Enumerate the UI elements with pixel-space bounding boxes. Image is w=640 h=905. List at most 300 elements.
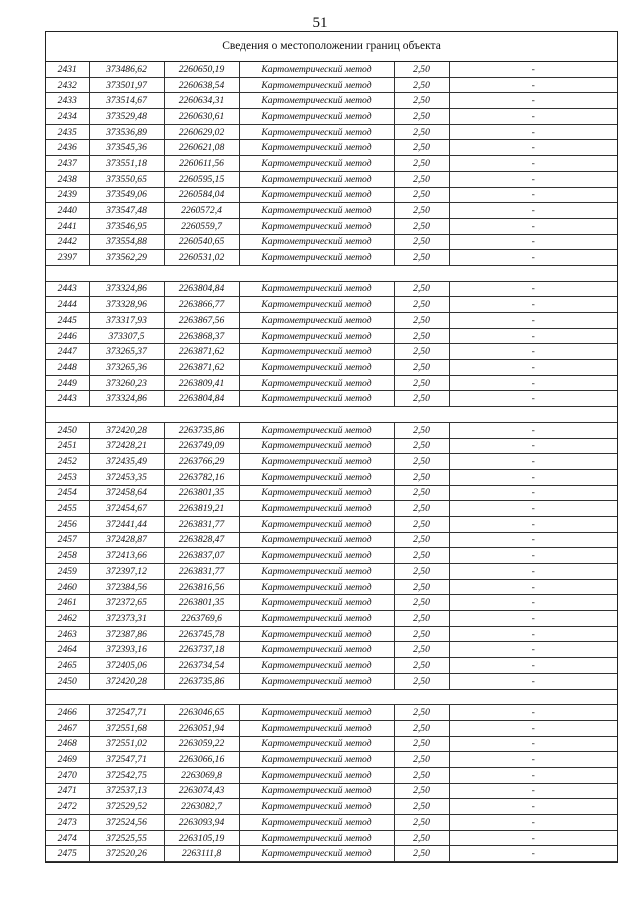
method-cell: Картометрический метод xyxy=(239,375,394,391)
accuracy-cell: 2,50 xyxy=(394,187,449,203)
note-cell: - xyxy=(449,391,617,407)
table-row xyxy=(46,234,617,250)
y-coordinate-cell: 2263871,62 xyxy=(164,360,239,376)
y-coordinate-cell: 2263074,43 xyxy=(164,783,239,799)
method-cell: Картометрический метод xyxy=(239,736,394,752)
y-coordinate-cell: 2260611,56 xyxy=(164,156,239,172)
table-row xyxy=(46,360,617,376)
note-cell: - xyxy=(449,752,617,768)
x-coordinate-cell: 372537,13 xyxy=(89,783,164,799)
note-cell: - xyxy=(449,234,617,250)
note-cell: - xyxy=(449,218,617,234)
group-separator-cell xyxy=(46,265,617,281)
point-number-cell: 2459 xyxy=(46,564,89,580)
method-cell: Картометрический метод xyxy=(239,783,394,799)
point-number-cell: 2443 xyxy=(46,391,89,407)
point-number-cell: 2433 xyxy=(46,93,89,109)
note-cell: - xyxy=(449,297,617,313)
point-number-cell: 2467 xyxy=(46,720,89,736)
point-number-cell: 2456 xyxy=(46,516,89,532)
y-coordinate-cell: 2260595,15 xyxy=(164,171,239,187)
accuracy-cell: 2,50 xyxy=(394,140,449,156)
table-row xyxy=(46,344,617,360)
x-coordinate-cell: 372373,31 xyxy=(89,611,164,627)
y-coordinate-cell: 2263735,86 xyxy=(164,673,239,689)
table-row xyxy=(46,783,617,799)
y-coordinate-cell: 2260629,02 xyxy=(164,124,239,140)
note-cell: - xyxy=(449,77,617,93)
table-row xyxy=(46,548,617,564)
point-number-cell: 2468 xyxy=(46,736,89,752)
method-cell: Картометрический метод xyxy=(239,564,394,580)
y-coordinate-cell: 2263819,21 xyxy=(164,501,239,517)
note-cell: - xyxy=(449,281,617,297)
table-row xyxy=(46,767,617,783)
method-cell: Картометрический метод xyxy=(239,485,394,501)
method-cell: Картометрический метод xyxy=(239,611,394,627)
x-coordinate-cell: 372413,66 xyxy=(89,548,164,564)
point-number-cell: 2435 xyxy=(46,124,89,140)
point-number-cell: 2465 xyxy=(46,658,89,674)
accuracy-cell: 2,50 xyxy=(394,344,449,360)
table-row xyxy=(46,658,617,674)
x-coordinate-cell: 373529,48 xyxy=(89,109,164,125)
accuracy-cell: 2,50 xyxy=(394,736,449,752)
y-coordinate-cell: 2263809,41 xyxy=(164,375,239,391)
accuracy-cell: 2,50 xyxy=(394,360,449,376)
table-row xyxy=(46,93,617,109)
x-coordinate-cell: 372397,12 xyxy=(89,564,164,580)
y-coordinate-cell: 2260540,65 xyxy=(164,234,239,250)
method-cell: Картометрический метод xyxy=(239,250,394,266)
x-coordinate-cell: 373260,23 xyxy=(89,375,164,391)
x-coordinate-cell: 373265,37 xyxy=(89,344,164,360)
note-cell: - xyxy=(449,736,617,752)
y-coordinate-cell: 2260621,08 xyxy=(164,140,239,156)
boundary-coordinates-table-frame xyxy=(45,31,618,863)
y-coordinate-cell: 2263816,56 xyxy=(164,579,239,595)
note-cell: - xyxy=(449,313,617,329)
y-coordinate-cell: 2263837,07 xyxy=(164,548,239,564)
accuracy-cell: 2,50 xyxy=(394,720,449,736)
y-coordinate-cell: 2263769,6 xyxy=(164,611,239,627)
point-number-cell: 2445 xyxy=(46,313,89,329)
y-coordinate-cell: 2263069,8 xyxy=(164,767,239,783)
accuracy-cell: 2,50 xyxy=(394,705,449,721)
y-coordinate-cell: 2263866,77 xyxy=(164,297,239,313)
method-cell: Картометрический метод xyxy=(239,579,394,595)
note-cell: - xyxy=(449,485,617,501)
point-number-cell: 2446 xyxy=(46,328,89,344)
method-cell: Картометрический метод xyxy=(239,642,394,658)
y-coordinate-cell: 2263051,94 xyxy=(164,720,239,736)
y-coordinate-cell: 2260531,02 xyxy=(164,250,239,266)
note-cell: - xyxy=(449,532,617,548)
method-cell: Картометрический метод xyxy=(239,846,394,862)
note-cell: - xyxy=(449,783,617,799)
point-number-cell: 2442 xyxy=(46,234,89,250)
accuracy-cell: 2,50 xyxy=(394,799,449,815)
table-row xyxy=(46,187,617,203)
y-coordinate-cell: 2260630,61 xyxy=(164,109,239,125)
accuracy-cell: 2,50 xyxy=(394,203,449,219)
accuracy-cell: 2,50 xyxy=(394,93,449,109)
note-cell: - xyxy=(449,595,617,611)
x-coordinate-cell: 373324,86 xyxy=(89,281,164,297)
note-cell: - xyxy=(449,658,617,674)
x-coordinate-cell: 372453,35 xyxy=(89,469,164,485)
table-row xyxy=(46,375,617,391)
method-cell: Картометрический метод xyxy=(239,516,394,532)
point-number-cell: 2448 xyxy=(46,360,89,376)
table-row xyxy=(46,799,617,815)
accuracy-cell: 2,50 xyxy=(394,564,449,580)
method-cell: Картометрический метод xyxy=(239,501,394,517)
method-cell: Картометрический метод xyxy=(239,658,394,674)
method-cell: Картометрический метод xyxy=(239,62,394,77)
point-number-cell: 2455 xyxy=(46,501,89,517)
accuracy-cell: 2,50 xyxy=(394,422,449,438)
accuracy-cell: 2,50 xyxy=(394,642,449,658)
method-cell: Картометрический метод xyxy=(239,297,394,313)
table-row xyxy=(46,673,617,689)
point-number-cell: 2451 xyxy=(46,438,89,454)
table-row xyxy=(46,391,617,407)
note-cell: - xyxy=(449,564,617,580)
point-number-cell: 2431 xyxy=(46,62,89,77)
accuracy-cell: 2,50 xyxy=(394,328,449,344)
accuracy-cell: 2,50 xyxy=(394,783,449,799)
method-cell: Картометрический метод xyxy=(239,673,394,689)
y-coordinate-cell: 2263735,86 xyxy=(164,422,239,438)
note-cell: - xyxy=(449,705,617,721)
accuracy-cell: 2,50 xyxy=(394,171,449,187)
table-caption: Сведения о местоположении границ объекта xyxy=(46,32,617,62)
note-cell: - xyxy=(449,375,617,391)
method-cell: Картометрический метод xyxy=(239,281,394,297)
table-row xyxy=(46,564,617,580)
point-number-cell: 2473 xyxy=(46,815,89,831)
point-number-cell: 2438 xyxy=(46,171,89,187)
table-row xyxy=(46,124,617,140)
note-cell: - xyxy=(449,124,617,140)
page-number: 51 xyxy=(312,15,328,31)
x-coordinate-cell: 372435,49 xyxy=(89,454,164,470)
note-cell: - xyxy=(449,62,617,77)
method-cell: Картометрический метод xyxy=(239,328,394,344)
group-separator-cell xyxy=(46,689,617,705)
point-number-cell: 2466 xyxy=(46,705,89,721)
y-coordinate-cell: 2263766,29 xyxy=(164,454,239,470)
method-cell: Картометрический метод xyxy=(239,234,394,250)
y-coordinate-cell: 2263059,22 xyxy=(164,736,239,752)
method-cell: Картометрический метод xyxy=(239,124,394,140)
accuracy-cell: 2,50 xyxy=(394,626,449,642)
x-coordinate-cell: 373324,86 xyxy=(89,391,164,407)
method-cell: Картометрический метод xyxy=(239,815,394,831)
x-coordinate-cell: 372428,87 xyxy=(89,532,164,548)
x-coordinate-cell: 373514,67 xyxy=(89,93,164,109)
note-cell: - xyxy=(449,626,617,642)
accuracy-cell: 2,50 xyxy=(394,532,449,548)
accuracy-cell: 2,50 xyxy=(394,485,449,501)
y-coordinate-cell: 2263749,09 xyxy=(164,438,239,454)
x-coordinate-cell: 373546,95 xyxy=(89,218,164,234)
accuracy-cell: 2,50 xyxy=(394,375,449,391)
point-number-cell: 2461 xyxy=(46,595,89,611)
y-coordinate-cell: 2260638,54 xyxy=(164,77,239,93)
point-number-cell: 2475 xyxy=(46,846,89,862)
y-coordinate-cell: 2263828,47 xyxy=(164,532,239,548)
note-cell: - xyxy=(449,767,617,783)
y-coordinate-cell: 2263105,19 xyxy=(164,830,239,846)
table-row xyxy=(46,642,617,658)
accuracy-cell: 2,50 xyxy=(394,469,449,485)
accuracy-cell: 2,50 xyxy=(394,281,449,297)
table-row xyxy=(46,328,617,344)
accuracy-cell: 2,50 xyxy=(394,846,449,862)
note-cell: - xyxy=(449,720,617,736)
coordinates-table-body xyxy=(46,62,617,862)
y-coordinate-cell: 2263046,65 xyxy=(164,705,239,721)
y-coordinate-cell: 2263801,35 xyxy=(164,485,239,501)
point-number-cell: 2470 xyxy=(46,767,89,783)
x-coordinate-cell: 372441,44 xyxy=(89,516,164,532)
point-number-cell: 2454 xyxy=(46,485,89,501)
table-row xyxy=(46,830,617,846)
table-row xyxy=(46,156,617,172)
point-number-cell: 2447 xyxy=(46,344,89,360)
y-coordinate-cell: 2260650,19 xyxy=(164,62,239,77)
note-cell: - xyxy=(449,156,617,172)
y-coordinate-cell: 2263782,16 xyxy=(164,469,239,485)
accuracy-cell: 2,50 xyxy=(394,156,449,172)
method-cell: Картометрический метод xyxy=(239,438,394,454)
point-number-cell: 2460 xyxy=(46,579,89,595)
note-cell: - xyxy=(449,611,617,627)
table-row xyxy=(46,250,617,266)
table-row xyxy=(46,140,617,156)
x-coordinate-cell: 373550,65 xyxy=(89,171,164,187)
note-cell: - xyxy=(449,548,617,564)
x-coordinate-cell: 372428,21 xyxy=(89,438,164,454)
point-number-cell: 2441 xyxy=(46,218,89,234)
method-cell: Картометрический метод xyxy=(239,720,394,736)
y-coordinate-cell: 2263801,35 xyxy=(164,595,239,611)
accuracy-cell: 2,50 xyxy=(394,595,449,611)
note-cell: - xyxy=(449,469,617,485)
table-row xyxy=(46,77,617,93)
accuracy-cell: 2,50 xyxy=(394,611,449,627)
x-coordinate-cell: 372387,86 xyxy=(89,626,164,642)
note-cell: - xyxy=(449,438,617,454)
y-coordinate-cell: 2263745,78 xyxy=(164,626,239,642)
point-number-cell: 2462 xyxy=(46,611,89,627)
point-number-cell: 2450 xyxy=(46,673,89,689)
y-coordinate-cell: 2263868,37 xyxy=(164,328,239,344)
method-cell: Картометрический метод xyxy=(239,752,394,768)
x-coordinate-cell: 373536,89 xyxy=(89,124,164,140)
note-cell: - xyxy=(449,250,617,266)
table-row xyxy=(46,815,617,831)
table-row xyxy=(46,281,617,297)
accuracy-cell: 2,50 xyxy=(394,62,449,77)
group-separator-row xyxy=(46,689,617,705)
x-coordinate-cell: 372524,56 xyxy=(89,815,164,831)
y-coordinate-cell: 2263804,84 xyxy=(164,281,239,297)
x-coordinate-cell: 372551,02 xyxy=(89,736,164,752)
table-row xyxy=(46,752,617,768)
y-coordinate-cell: 2260559,7 xyxy=(164,218,239,234)
method-cell: Картометрический метод xyxy=(239,548,394,564)
table-row xyxy=(46,171,617,187)
note-cell: - xyxy=(449,203,617,219)
y-coordinate-cell: 2260634,31 xyxy=(164,93,239,109)
note-cell: - xyxy=(449,642,617,658)
accuracy-cell: 2,50 xyxy=(394,438,449,454)
accuracy-cell: 2,50 xyxy=(394,658,449,674)
point-number-cell: 2434 xyxy=(46,109,89,125)
table-row xyxy=(46,218,617,234)
point-number-cell: 2439 xyxy=(46,187,89,203)
method-cell: Картометрический метод xyxy=(239,767,394,783)
table-row xyxy=(46,579,617,595)
method-cell: Картометрический метод xyxy=(239,77,394,93)
table-row xyxy=(46,595,617,611)
table-row xyxy=(46,313,617,329)
point-number-cell: 2464 xyxy=(46,642,89,658)
x-coordinate-cell: 372547,71 xyxy=(89,752,164,768)
table-row xyxy=(46,469,617,485)
x-coordinate-cell: 373501,97 xyxy=(89,77,164,93)
accuracy-cell: 2,50 xyxy=(394,391,449,407)
y-coordinate-cell: 2263831,77 xyxy=(164,516,239,532)
y-coordinate-cell: 2263867,56 xyxy=(164,313,239,329)
accuracy-cell: 2,50 xyxy=(394,234,449,250)
accuracy-cell: 2,50 xyxy=(394,454,449,470)
table-row xyxy=(46,611,617,627)
x-coordinate-cell: 372384,56 xyxy=(89,579,164,595)
method-cell: Картометрический метод xyxy=(239,422,394,438)
method-cell: Картометрический метод xyxy=(239,454,394,470)
x-coordinate-cell: 372525,55 xyxy=(89,830,164,846)
note-cell: - xyxy=(449,171,617,187)
table-row xyxy=(46,203,617,219)
note-cell: - xyxy=(449,815,617,831)
note-cell: - xyxy=(449,109,617,125)
method-cell: Картометрический метод xyxy=(239,218,394,234)
table-row xyxy=(46,501,617,517)
table-row xyxy=(46,438,617,454)
x-coordinate-cell: 372372,65 xyxy=(89,595,164,611)
accuracy-cell: 2,50 xyxy=(394,548,449,564)
note-cell: - xyxy=(449,187,617,203)
method-cell: Картометрический метод xyxy=(239,532,394,548)
y-coordinate-cell: 2260572,4 xyxy=(164,203,239,219)
x-coordinate-cell: 373545,36 xyxy=(89,140,164,156)
x-coordinate-cell: 373554,88 xyxy=(89,234,164,250)
note-cell: - xyxy=(449,799,617,815)
coordinates-table xyxy=(46,62,617,862)
point-number-cell: 2437 xyxy=(46,156,89,172)
note-cell: - xyxy=(449,501,617,517)
method-cell: Картометрический метод xyxy=(239,109,394,125)
accuracy-cell: 2,50 xyxy=(394,313,449,329)
accuracy-cell: 2,50 xyxy=(394,752,449,768)
note-cell: - xyxy=(449,328,617,344)
accuracy-cell: 2,50 xyxy=(394,501,449,517)
table-row xyxy=(46,626,617,642)
note-cell: - xyxy=(449,579,617,595)
table-row xyxy=(46,454,617,470)
group-separator-cell xyxy=(46,407,617,423)
note-cell: - xyxy=(449,93,617,109)
accuracy-cell: 2,50 xyxy=(394,579,449,595)
point-number-cell: 2432 xyxy=(46,77,89,93)
point-number-cell: 2449 xyxy=(46,375,89,391)
method-cell: Картометрический метод xyxy=(239,391,394,407)
table-row xyxy=(46,720,617,736)
accuracy-cell: 2,50 xyxy=(394,830,449,846)
point-number-cell: 2453 xyxy=(46,469,89,485)
note-cell: - xyxy=(449,830,617,846)
point-number-cell: 2397 xyxy=(46,250,89,266)
y-coordinate-cell: 2260584,04 xyxy=(164,187,239,203)
note-cell: - xyxy=(449,140,617,156)
y-coordinate-cell: 2263111,8 xyxy=(164,846,239,862)
x-coordinate-cell: 372547,71 xyxy=(89,705,164,721)
method-cell: Картометрический метод xyxy=(239,469,394,485)
table-row xyxy=(46,297,617,313)
y-coordinate-cell: 2263082,7 xyxy=(164,799,239,815)
point-number-cell: 2474 xyxy=(46,830,89,846)
accuracy-cell: 2,50 xyxy=(394,815,449,831)
x-coordinate-cell: 372420,28 xyxy=(89,673,164,689)
method-cell: Картометрический метод xyxy=(239,799,394,815)
table-row xyxy=(46,736,617,752)
x-coordinate-cell: 373562,29 xyxy=(89,250,164,266)
y-coordinate-cell: 2263804,84 xyxy=(164,391,239,407)
point-number-cell: 2436 xyxy=(46,140,89,156)
point-number-cell: 2452 xyxy=(46,454,89,470)
y-coordinate-cell: 2263066,16 xyxy=(164,752,239,768)
accuracy-cell: 2,50 xyxy=(394,673,449,689)
group-separator-row xyxy=(46,407,617,423)
table-row xyxy=(46,62,617,77)
method-cell: Картометрический метод xyxy=(239,156,394,172)
accuracy-cell: 2,50 xyxy=(394,124,449,140)
accuracy-cell: 2,50 xyxy=(394,109,449,125)
note-cell: - xyxy=(449,846,617,862)
y-coordinate-cell: 2263737,18 xyxy=(164,642,239,658)
method-cell: Картометрический метод xyxy=(239,830,394,846)
point-number-cell: 2443 xyxy=(46,281,89,297)
table-row xyxy=(46,532,617,548)
x-coordinate-cell: 372458,64 xyxy=(89,485,164,501)
x-coordinate-cell: 372529,52 xyxy=(89,799,164,815)
y-coordinate-cell: 2263871,62 xyxy=(164,344,239,360)
accuracy-cell: 2,50 xyxy=(394,516,449,532)
point-number-cell: 2444 xyxy=(46,297,89,313)
accuracy-cell: 2,50 xyxy=(394,250,449,266)
accuracy-cell: 2,50 xyxy=(394,767,449,783)
accuracy-cell: 2,50 xyxy=(394,297,449,313)
method-cell: Картометрический метод xyxy=(239,705,394,721)
table-row xyxy=(46,422,617,438)
method-cell: Картометрический метод xyxy=(239,344,394,360)
point-number-cell: 2469 xyxy=(46,752,89,768)
point-number-cell: 2458 xyxy=(46,548,89,564)
